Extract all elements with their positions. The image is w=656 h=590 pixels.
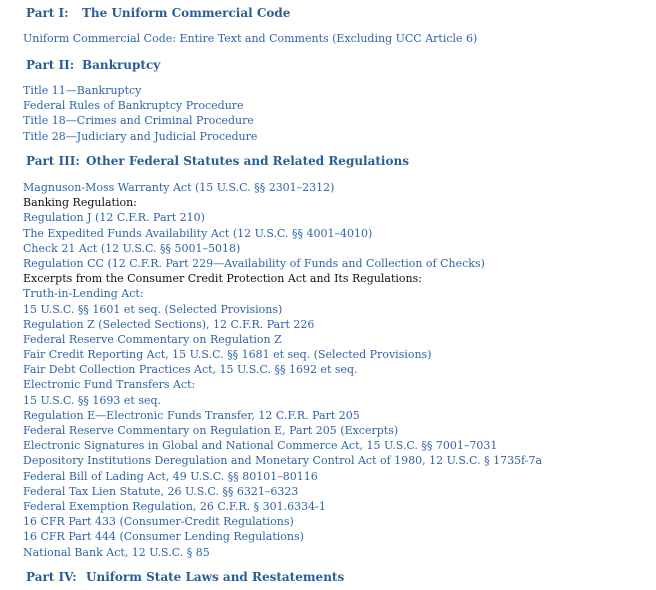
- part-1-heading: [26, 6, 290, 20]
- toc-link[interactable]: The Expedited Funds Availability Act (12 U.S.C. §§ 4001–4010): [23, 226, 373, 240]
- toc-link[interactable]: Depository Institutions Deregulation and Monetary Control Act of 1980, 12 U.S.C. § 1735f-7a: [23, 454, 543, 468]
- toc-link[interactable]: 16 CFR Part 444 (Consumer Lending Regulations): [23, 530, 304, 544]
- toc-link[interactable]: Fair Credit Reporting Act, 15 U.S.C. §§ 1681 et seq. (Selected Provisions): [23, 348, 432, 362]
- toc-link[interactable]: Regulation J (12 C.F.R. Part 210): [23, 211, 205, 225]
- toc-link[interactable]: Regulation Z (Selected Sections), 12 C.F.R. Part 226: [23, 317, 315, 331]
- toc-link[interactable]: Electronic Fund Transfers Act:: [23, 378, 196, 392]
- part-3-list: [23, 180, 542, 560]
- toc-link[interactable]: 15 U.S.C. §§ 1601 et seq. (Selected Provisions): [23, 302, 283, 316]
- part-1-list: [23, 31, 477, 46]
- toc-link[interactable]: National Bank Act, 12 U.S.C. § 85: [23, 545, 210, 559]
- toc-link[interactable]: Check 21 Act (12 U.S.C. §§ 5001–5018): [23, 241, 241, 255]
- part-number: Part II:: [26, 58, 75, 72]
- part-title: The Uniform Commercial Code: [82, 6, 291, 20]
- toc-link[interactable]: Title 28—Judiciary and Judicial Procedure: [23, 129, 258, 143]
- toc-link[interactable]: Federal Reserve Commentary on Regulation Z: [23, 332, 282, 346]
- toc-link[interactable]: Electronic Signatures in Global and National Commerce Act, 15 U.S.C. §§ 7001–7031: [23, 439, 498, 453]
- part-title: Bankruptcy: [82, 58, 161, 72]
- toc-link[interactable]: 16 CFR Part 433 (Consumer-Credit Regulations): [23, 515, 294, 529]
- toc-link[interactable]: Magnuson-Moss Warranty Act (15 U.S.C. §§ 2301–2312): [23, 181, 335, 194]
- toc-link[interactable]: Title 18—Crimes and Criminal Procedure: [23, 114, 254, 128]
- toc-link[interactable]: Fair Debt Collection Practices Act, 15 U.S.C. §§ 1692 et seq.: [23, 363, 358, 377]
- part-title: Other Federal Statutes and Related Regulations: [86, 154, 409, 168]
- toc-link[interactable]: Regulation CC (12 C.F.R. Part 229—Availability of Funds and Collection of Checks): [23, 256, 485, 270]
- toc-subheading: Excerpts from the Consumer Credit Protection Act and Its Regulations:: [23, 272, 422, 286]
- part-2-list: [23, 83, 257, 144]
- part-2-heading: [26, 58, 160, 72]
- toc-link[interactable]: Title 11—Bankruptcy: [23, 84, 142, 97]
- part-number: Part III:: [26, 154, 80, 168]
- toc-link[interactable]: Federal Exemption Regulation, 26 C.F.R. § 301.6334-1: [23, 499, 326, 513]
- part-number: Part IV:: [26, 570, 77, 584]
- toc-link[interactable]: Federal Reserve Commentary on Regulation E, Part 205 (Excerpts): [23, 424, 399, 437]
- toc-link[interactable]: Uniform Commercial Code: Entire Text and Comments (Excluding UCC Article 6): [23, 32, 478, 45]
- toc-link[interactable]: Truth-in-Lending Act:: [23, 287, 144, 301]
- toc-link[interactable]: Federal Rules of Bankruptcy Procedure: [23, 99, 244, 113]
- part-number: Part I:: [26, 6, 69, 20]
- toc-link[interactable]: Regulation E—Electronic Funds Transfer, 12 C.F.R. Part 205: [23, 408, 360, 422]
- part-3-heading: [26, 154, 409, 168]
- toc-link[interactable]: 15 U.S.C. §§ 1693 et seq.: [23, 393, 162, 407]
- toc-subheading: Banking Regulation:: [23, 196, 137, 210]
- toc-link[interactable]: Federal Tax Lien Statute, 26 U.S.C. §§ 6321–6323: [23, 484, 299, 498]
- part-title: Uniform State Laws and Restatements: [86, 570, 345, 584]
- part-4-heading: [26, 570, 344, 584]
- toc-link[interactable]: Federal Bill of Lading Act, 49 U.S.C. §§ 80101–80116: [23, 469, 318, 483]
